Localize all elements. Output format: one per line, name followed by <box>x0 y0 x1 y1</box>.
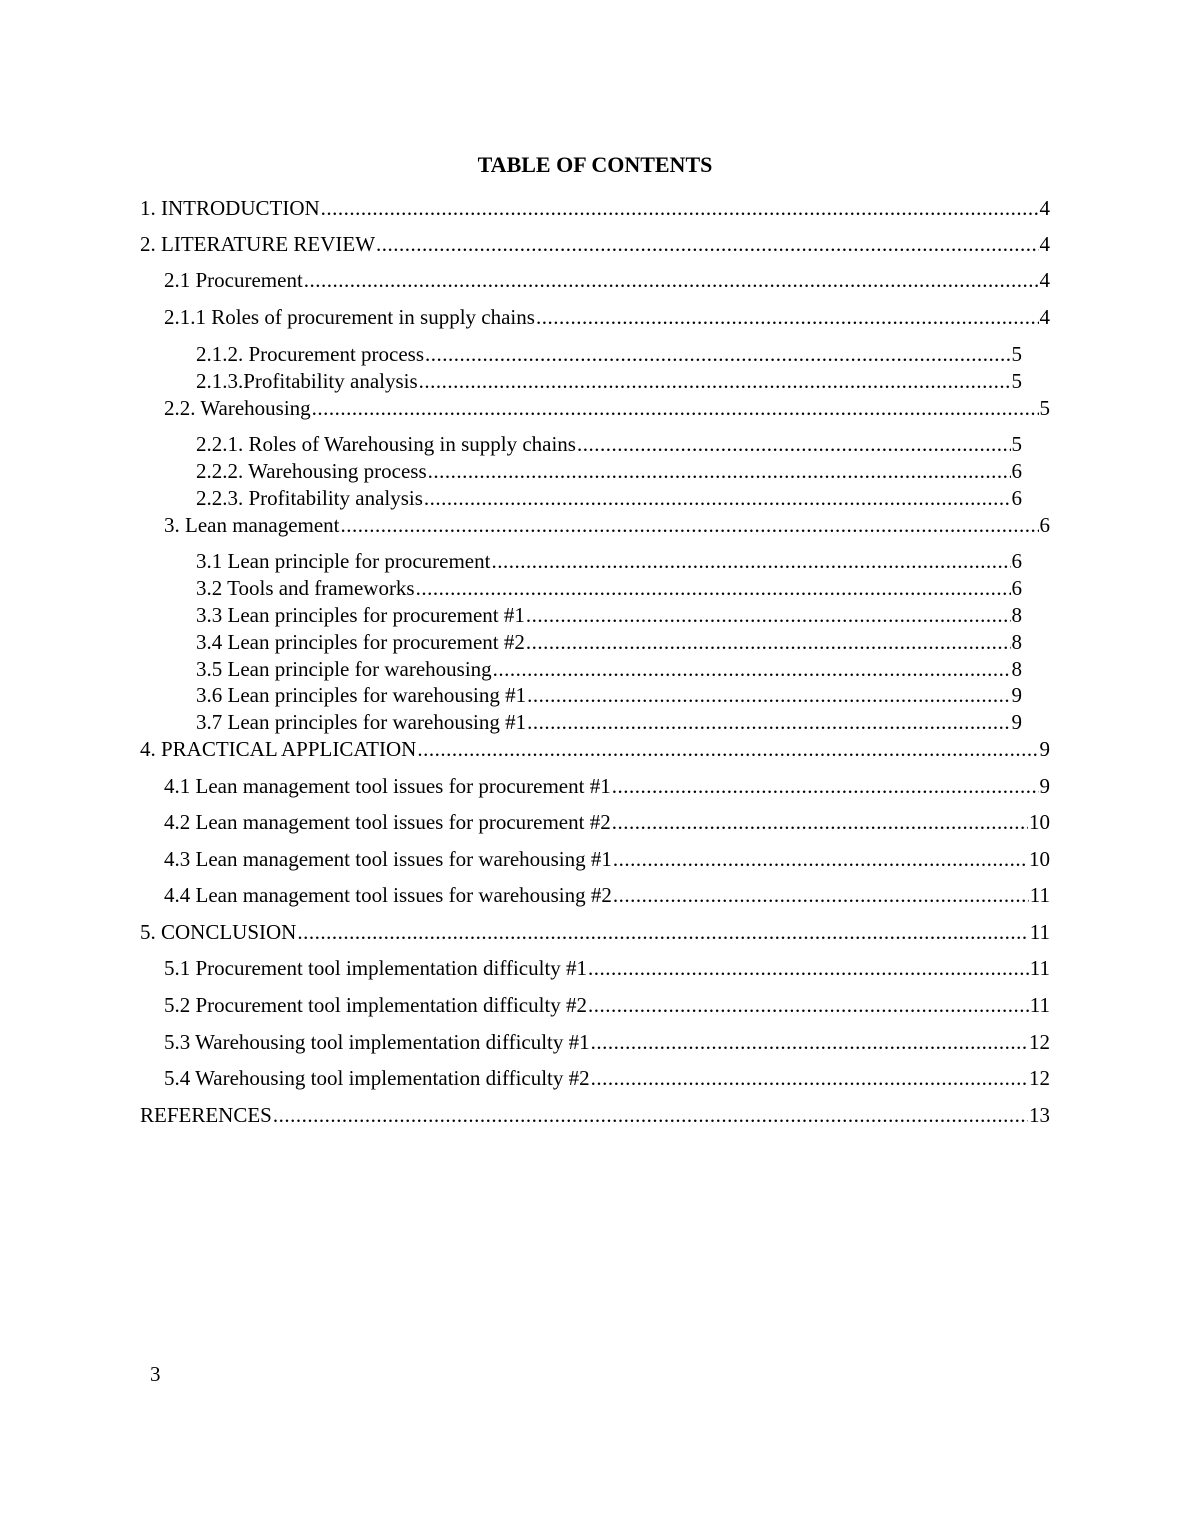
toc-entry-tool-issues-warehousing-2[interactable] <box>164 882 1050 908</box>
toc-entry-warehousing-difficulty-2[interactable] <box>164 1065 1050 1091</box>
dot-leader <box>591 1065 1028 1091</box>
toc-entry-page: 6 <box>1011 549 1022 573</box>
dot-leader <box>612 773 1039 799</box>
toc-entry-label: 3.4 Lean principles for procurement #2 <box>196 630 525 654</box>
toc-entry-label: 5.2 Procurement tool implementation difficulty #2 <box>164 993 588 1017</box>
page-number: 3 <box>150 1362 161 1386</box>
toc-entry-label: 2. LITERATURE REVIEW <box>140 232 376 256</box>
dot-leader <box>376 231 1038 257</box>
dot-leader <box>577 431 1011 457</box>
toc-entry-label: 2.1 Procurement <box>164 268 303 292</box>
toc-entry-label: 4.2 Lean management tool issues for procurement #2 <box>164 810 611 834</box>
toc-entry-conclusion[interactable] <box>140 919 1050 945</box>
dot-leader <box>273 1102 1028 1128</box>
toc-entry-page: 9 <box>1039 737 1050 761</box>
dot-leader <box>527 709 1010 735</box>
toc-entry-page: 5 <box>1039 396 1050 420</box>
toc-entry-page: 8 <box>1011 630 1022 654</box>
dot-leader <box>428 458 1011 484</box>
toc-entry-profitability-analysis-warehousing[interactable] <box>196 485 1022 511</box>
toc-entry-label: 2.2.2. Warehousing process <box>196 459 427 483</box>
toc-entry-label: 3.1 Lean principle for procurement <box>196 549 491 573</box>
dot-leader <box>613 846 1028 872</box>
toc-entry-page: 6 <box>1039 513 1050 537</box>
toc-entry-label: 2.2.1. Roles of Warehousing in supply chains <box>196 432 576 456</box>
dot-leader <box>424 485 1011 511</box>
toc-entry-lean-management[interactable] <box>164 512 1050 538</box>
toc-entry-warehousing-difficulty-1[interactable] <box>164 1029 1050 1055</box>
toc-entry-procurement-difficulty-1[interactable] <box>164 955 1050 981</box>
toc-entry-label: 5.3 Warehousing tool implementation difficulty #1 <box>164 1030 590 1054</box>
dot-leader <box>591 1029 1028 1055</box>
toc-entry-procurement[interactable] <box>164 267 1050 293</box>
dot-leader <box>417 736 1038 762</box>
dot-leader <box>297 919 1028 945</box>
toc-entry-practical-application[interactable] <box>140 736 1050 762</box>
toc-entry-page: 4 <box>1039 232 1050 256</box>
toc-entry-page: 4 <box>1039 268 1050 292</box>
toc-entry-label: 3.6 Lean principles for warehousing #1 <box>196 683 527 707</box>
toc-entry-lean-principles-warehousing-1[interactable] <box>196 682 1022 708</box>
dot-leader <box>527 682 1010 708</box>
toc-entry-page: 9 <box>1039 774 1050 798</box>
dot-leader <box>493 656 1011 682</box>
toc-entry-label: 2.2.3. Profitability analysis <box>196 486 423 510</box>
dot-leader <box>425 341 1010 367</box>
toc-entry-tool-issues-procurement-1[interactable] <box>164 773 1050 799</box>
toc-entry-page: 9 <box>1011 683 1022 707</box>
dot-leader <box>613 882 1029 908</box>
toc-entry-procurement-process[interactable] <box>196 341 1022 367</box>
toc-entry-page: 11 <box>1029 956 1050 980</box>
toc-entry-warehousing-process[interactable] <box>196 458 1022 484</box>
toc-entry-label: 4.1 Lean management tool issues for procurement #1 <box>164 774 611 798</box>
dot-leader <box>588 992 1029 1018</box>
toc-entry-label: 5.1 Procurement tool implementation difficulty #1 <box>164 956 588 980</box>
toc-entry-label: 3.5 Lean principle for warehousing <box>196 657 492 681</box>
dot-leader <box>612 809 1028 835</box>
toc-entry-page: 11 <box>1029 883 1050 907</box>
dot-leader <box>419 368 1011 394</box>
toc-entry-label: 3.7 Lean principles for warehousing #1 <box>196 710 527 734</box>
toc-entry-page: 4 <box>1039 196 1050 220</box>
toc-entry-label: 2.1.2. Procurement process <box>196 342 425 366</box>
toc-entry-tools-and-frameworks[interactable] <box>196 575 1022 601</box>
toc-entry-warehousing[interactable] <box>164 395 1050 421</box>
toc-entry-page: 5 <box>1011 432 1022 456</box>
toc-entry-page: 6 <box>1011 459 1022 483</box>
toc-entry-page: 6 <box>1011 576 1022 600</box>
toc-entry-page: 13 <box>1029 1103 1050 1127</box>
dot-leader <box>526 602 1011 628</box>
dot-leader <box>588 955 1029 981</box>
dot-leader <box>536 304 1039 330</box>
dot-leader <box>341 512 1039 538</box>
toc-entry-roles-of-procurement[interactable] <box>164 304 1050 330</box>
toc-entry-label: 3.3 Lean principles for procurement #1 <box>196 603 525 627</box>
toc-entry-tool-issues-procurement-2[interactable] <box>164 809 1050 835</box>
toc-entry-page: 6 <box>1011 486 1022 510</box>
dot-leader <box>416 575 1011 601</box>
toc-entry-page: 8 <box>1011 657 1022 681</box>
dot-leader <box>312 395 1039 421</box>
toc-entry-profitability-analysis-procurement[interactable] <box>196 368 1022 394</box>
toc-entry-label: 3.2 Tools and frameworks <box>196 576 415 600</box>
toc-entry-label: 2.1.1 Roles of procurement in supply chains <box>164 305 535 329</box>
toc-entry-label: 4.4 Lean management tool issues for warehousing #2 <box>164 883 612 907</box>
toc-entry-label: 5. CONCLUSION <box>140 920 297 944</box>
dot-leader <box>304 267 1039 293</box>
toc-entry-page: 11 <box>1029 920 1050 944</box>
toc-entry-tool-issues-warehousing-1[interactable] <box>164 846 1050 872</box>
toc-entry-label: 4.3 Lean management tool issues for warehousing #1 <box>164 847 612 871</box>
toc-entry-page: 10 <box>1029 847 1050 871</box>
toc-entry-page: 4 <box>1039 305 1050 329</box>
toc-entry-procurement-difficulty-2[interactable] <box>164 992 1050 1018</box>
toc-entry-label: REFERENCES <box>140 1103 272 1127</box>
toc-entry-page: 5 <box>1011 369 1022 393</box>
toc-entry-roles-of-warehousing[interactable] <box>196 431 1022 457</box>
toc-entry-page: 11 <box>1029 993 1050 1017</box>
toc-entry-references[interactable] <box>140 1102 1050 1128</box>
toc-entry-label: 5.4 Warehousing tool implementation difficulty #2 <box>164 1066 590 1090</box>
toc-entry-lean-principles-procurement-1[interactable] <box>196 602 1022 628</box>
toc-entry-literature-review[interactable] <box>140 231 1050 257</box>
toc-entry-page: 10 <box>1029 810 1050 834</box>
dot-leader <box>526 629 1011 655</box>
toc-entry-label: 3. Lean management <box>164 513 340 537</box>
toc-entry-page: 9 <box>1011 710 1022 734</box>
toc-title: TABLE OF CONTENTS <box>477 152 713 177</box>
toc-entry-label: 1. INTRODUCTION <box>140 196 320 220</box>
toc-entry-lean-principles-procurement-2[interactable] <box>196 629 1022 655</box>
toc-entry-label: 2.2. Warehousing <box>164 396 311 420</box>
toc-entry-page: 12 <box>1029 1030 1050 1054</box>
toc-entry-label: 4. PRACTICAL APPLICATION <box>140 737 417 761</box>
toc-entry-page: 8 <box>1011 603 1022 627</box>
toc-entry-page: 12 <box>1029 1066 1050 1090</box>
toc-entry-page: 5 <box>1011 342 1022 366</box>
toc-entry-label: 2.1.3.Profitability analysis <box>196 369 418 393</box>
toc-entry-lean-principle-warehousing[interactable] <box>196 656 1022 682</box>
toc-entry-lean-principles-warehousing-1b[interactable] <box>196 709 1022 735</box>
dot-leader <box>491 548 1010 574</box>
toc-entry-introduction[interactable] <box>140 195 1050 221</box>
dot-leader <box>321 195 1039 221</box>
toc-entry-lean-principle-procurement[interactable] <box>196 548 1022 574</box>
